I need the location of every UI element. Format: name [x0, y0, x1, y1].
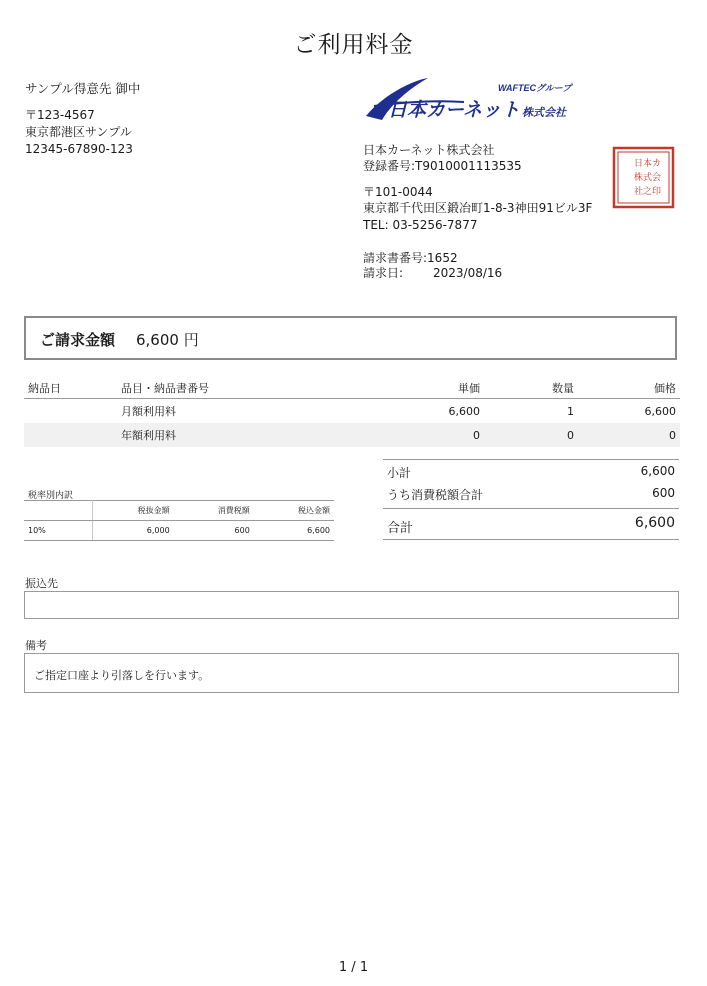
- customer-postal: 〒123-4567: [25, 108, 95, 122]
- billing-amount-box: [24, 316, 677, 360]
- tax-incl: 6,600: [254, 521, 334, 541]
- tax-breakdown-table: [24, 500, 334, 541]
- remarks-label: 備考: [25, 639, 47, 652]
- tax-total-label: うち消費税額合計: [387, 488, 484, 502]
- grand-total-value: 6,600: [634, 515, 675, 531]
- table-row: [24, 423, 680, 447]
- header-item: 品目・納品書番号: [117, 378, 375, 399]
- row-unit-price: 6,600: [448, 404, 480, 418]
- tax-header-tax: 消費税額: [174, 501, 254, 521]
- remarks-box: [24, 653, 679, 693]
- tax-header-excl: 税抜金額: [93, 501, 174, 521]
- issuer-registration: 登録番号:T9010001113535: [363, 159, 522, 173]
- tax-total-value: 600: [652, 486, 675, 500]
- customer-name: サンプル得意先 御中: [25, 81, 141, 96]
- row-item: 月額利用料: [121, 405, 176, 418]
- invoice-number: 請求書番号:1652: [363, 251, 458, 265]
- tax-amount: 600: [174, 521, 254, 541]
- tax-excl: 6,000: [93, 521, 174, 541]
- tax-header-rate: [24, 501, 93, 521]
- issuer-tel: TEL: 03-5256-7877: [363, 218, 478, 232]
- row-price: 0: [578, 423, 680, 447]
- invoice-date-label: 請求日:: [363, 266, 404, 280]
- tax-breakdown-caption: 税率別内訳: [28, 491, 74, 501]
- tax-header-row: [24, 501, 334, 521]
- table-row: [24, 399, 680, 424]
- header-price: 価格: [578, 378, 680, 399]
- summary-block: [383, 459, 679, 540]
- company-logo: [364, 76, 574, 126]
- row-item: 年額利用料: [117, 423, 375, 447]
- svg-text:株式会: 株式会: [634, 173, 662, 183]
- company-seal: [612, 146, 675, 209]
- customer-address: 東京都港区サンプル: [25, 125, 132, 139]
- table-row: [24, 521, 334, 541]
- bank-box: [24, 591, 679, 619]
- items-table: [24, 378, 680, 447]
- tax-total-row: [383, 482, 679, 508]
- subtotal-label: 小計: [387, 466, 412, 480]
- row-delivery-date: [24, 423, 117, 447]
- header-unit-price: 単価: [375, 378, 484, 399]
- header-quantity: 数量: [484, 378, 578, 399]
- document-title: ご利用料金: [293, 32, 414, 58]
- row-delivery-date: [24, 399, 117, 424]
- header-delivery-date: 納品日: [24, 378, 117, 399]
- invoice-date: 2023/08/16: [433, 266, 503, 280]
- row-quantity: 0: [484, 423, 578, 447]
- billing-amount-value: 6,600 円: [136, 331, 199, 349]
- logo-group-text: WAFTECグループ: [498, 83, 572, 93]
- logo-company-text: 日本カーネット: [388, 99, 521, 121]
- grand-total-label: 合計: [387, 521, 414, 536]
- row-unit-price: 0: [375, 423, 484, 447]
- billing-amount-label: ご請求金額: [40, 331, 116, 349]
- row-quantity: 1: [567, 404, 574, 418]
- grand-total-row: [383, 508, 679, 540]
- tax-header-incl: 税込金額: [254, 501, 334, 521]
- svg-text:日本カ: 日本カ: [634, 159, 662, 169]
- issuer-name: 日本カーネット株式会社: [363, 143, 495, 157]
- svg-text:社之印: 社之印: [634, 187, 662, 197]
- bank-label: 振込先: [25, 577, 58, 590]
- row-price: 6,600: [644, 404, 676, 418]
- issuer-address: 東京都千代田区鍛冶町1-8-3神田91ビル3F: [363, 201, 593, 215]
- customer-phone: 12345-67890-123: [25, 142, 133, 156]
- tax-rate: 10%: [24, 521, 93, 541]
- issuer-postal: 〒101-0044: [363, 185, 433, 199]
- remarks-value: ご指定口座より引落しを行います。: [34, 669, 210, 682]
- bank-value: [25, 592, 678, 605]
- subtotal-value: 6,600: [640, 464, 675, 478]
- items-header-row: [24, 378, 680, 399]
- logo-suffix-text: 株式会社: [522, 106, 566, 119]
- subtotal-row: [383, 460, 679, 482]
- page-number: 1 / 1: [338, 960, 369, 975]
